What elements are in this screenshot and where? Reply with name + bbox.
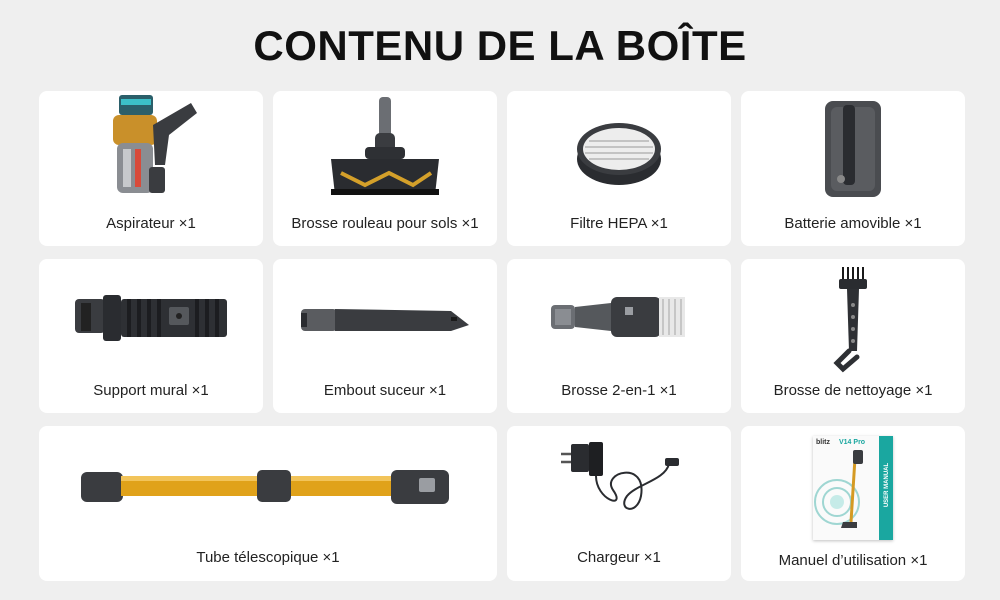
item-label: Manuel d’utilisation ×1 — [778, 552, 928, 569]
item-card-charger — [507, 426, 731, 581]
item-card-two-in-one-brush — [507, 259, 731, 413]
charger-icon — [557, 440, 683, 520]
item-card-user-manual — [741, 426, 965, 581]
item-card-crevice-tool — [273, 259, 497, 413]
item-label: Tube télescopique ×1 — [196, 549, 340, 566]
crevice-tool-icon — [301, 303, 471, 337]
cleaning-brush-icon — [833, 265, 873, 375]
item-card-vacuum — [39, 91, 263, 246]
item-label: Chargeur ×1 — [577, 549, 661, 566]
wall-mount-icon — [75, 293, 227, 345]
item-label: Brosse rouleau pour sols ×1 — [291, 215, 479, 232]
two-in-one-brush-icon — [551, 293, 687, 341]
item-label: Aspirateur ×1 — [106, 215, 196, 232]
page-title: CONTENU DE LA BOÎTE — [253, 22, 747, 69]
battery-icon — [821, 97, 885, 201]
user-manual-icon — [813, 436, 893, 540]
manual-side-text: USER MANUAL — [884, 462, 890, 508]
item-card-battery — [741, 91, 965, 246]
vacuum-body-icon — [99, 95, 209, 205]
item-card-wall-mount — [39, 259, 263, 413]
item-card-floor-brush — [273, 91, 497, 246]
hepa-filter-icon — [575, 119, 663, 187]
telescopic-tube-icon — [81, 466, 451, 510]
item-label: Filtre HEPA ×1 — [570, 215, 668, 232]
manual-brand: blitz — [816, 439, 830, 446]
item-card-hepa-filter — [507, 91, 731, 246]
item-label: Brosse 2-en-1 ×1 — [561, 382, 677, 399]
item-label: Brosse de nettoyage ×1 — [773, 382, 933, 399]
item-label: Batterie amovible ×1 — [784, 215, 922, 232]
item-label: Support mural ×1 — [93, 382, 209, 399]
floor-brush-icon — [325, 97, 445, 205]
item-label: Embout suceur ×1 — [323, 382, 447, 399]
manual-model: V14 Pro — [839, 439, 866, 446]
item-card-telescopic-tube — [39, 426, 497, 581]
item-card-cleaning-brush — [741, 259, 965, 413]
